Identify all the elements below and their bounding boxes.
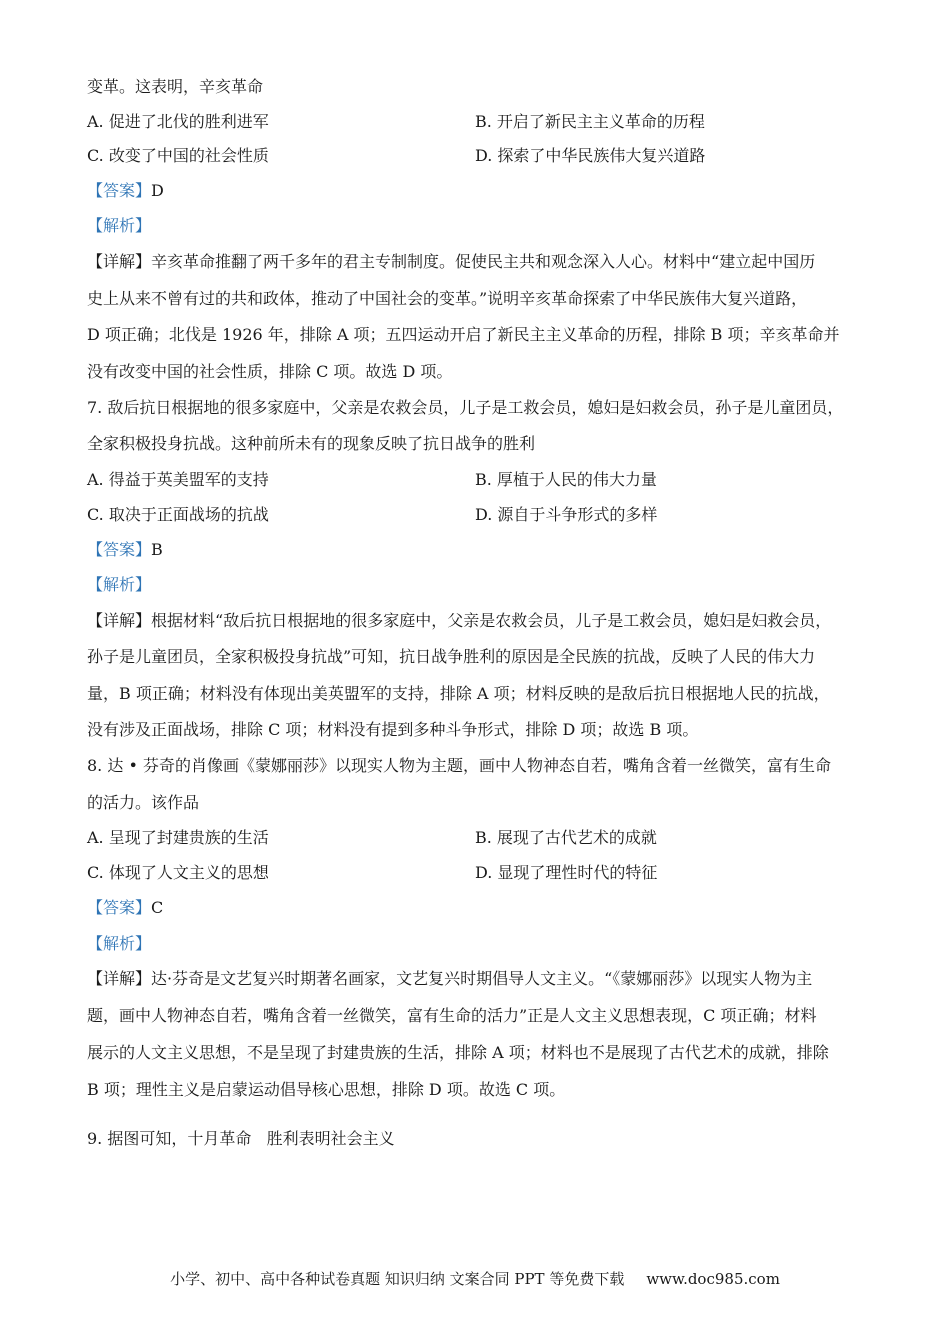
q8-answer <box>87 897 877 919</box>
q8-option-c: C. 体现了人文主义的思想 <box>87 863 269 882</box>
q7-option-c: C. 取决于正面战场的抗战 <box>87 505 269 524</box>
footer-promo-text: 小学、初中、高中各种试卷真题 知识归纳 文案合同 PPT 等免费下载 <box>170 1270 625 1288</box>
detail-tag: 【详解】 <box>87 252 152 271</box>
q8-detail-line: B 项；理性主义是启蒙运动倡导核心思想，排除 D 项。故选 C 项。 <box>87 1080 566 1099</box>
q7-detail-line: 量，B 项正确；材料没有体现出美英盟军的支持，排除 A 项；材料反映的是敌后抗日根据地人民的抗战， <box>87 684 830 703</box>
question-7-stem: 7. 敌后抗日根据地的很多家庭中，父亲是农救会员，儿子是工救会员，媳妇是妇救会员，孙子是儿童团员， <box>87 398 844 417</box>
detail-text: 根据材料“敌后抗日根据地的很多家庭中，父亲是农救会员，儿子是工救会员，媳妇是妇救会员， <box>151 611 832 630</box>
q8-analysis-tag: 【解析】 <box>87 934 152 953</box>
q6-detail-line: D 项正确；北伐是 1926 年，排除 A 项；五四运动开启了新民主主义革命的历程，排除 B 项；辛亥革命并 <box>87 325 840 344</box>
q7-answer <box>87 539 877 561</box>
q6-option-b: B. 开启了新民主主义革命的历程 <box>475 112 705 131</box>
answer-tag: 【答案】 <box>87 898 152 917</box>
question-8-stem: 8. 达 • 芬奇的肖像画《蒙娜丽莎》以现实人物为主题，画中人物神态自若，嘴角含着一丝微笑，富有生命 <box>87 756 831 775</box>
q6-analysis-tag: 【解析】 <box>87 216 152 235</box>
q8-detail-line <box>87 968 877 990</box>
q6-detail-line <box>87 251 877 273</box>
q7-analysis-tag: 【解析】 <box>87 575 152 594</box>
q7-detail-line <box>87 610 877 632</box>
question-8-stem: 的活力。该作品 <box>87 793 200 812</box>
question-6-stem: 变革。这表明，辛亥革命 <box>87 77 264 96</box>
page-footer <box>0 1268 950 1290</box>
q7-option-d: D. 源自于斗争形式的多样 <box>475 505 658 524</box>
footer-website: www.doc985.com <box>646 1270 780 1288</box>
q8-option-d: D. 显现了理性时代的特征 <box>475 863 658 882</box>
detail-tag: 【详解】 <box>87 969 152 988</box>
detail-tag: 【详解】 <box>87 611 152 630</box>
question-9-stem: 9. 据图可知，十月革命 胜利表明社会主义 <box>87 1129 395 1148</box>
detail-text: 辛亥革命推翻了两千多年的君主专制制度。促使民主共和观念深入人心。材料中“建立起中国历 <box>151 252 816 271</box>
answer-value: C <box>151 898 164 917</box>
q7-detail-line: 孙子是儿童团员，全家积极投身抗战”可知，抗日战争胜利的原因是全民族的抗战，反映了人民的伟大力 <box>87 647 816 666</box>
answer-value: B <box>151 540 163 559</box>
q7-detail-line: 没有涉及正面战场，排除 C 项；材料没有提到多种斗争形式，排除 D 项；故选 B 项。 <box>87 720 699 739</box>
q6-option-c: C. 改变了中国的社会性质 <box>87 146 269 165</box>
q8-option-a: A. 呈现了封建贵族的生活 <box>87 828 269 847</box>
detail-text: 达·芬奇是文艺复兴时期著名画家，文艺复兴时期倡导人文主义。“《蒙娜丽莎》以现实人物为主 <box>151 969 813 988</box>
q6-option-d: D. 探索了中华民族伟大复兴道路 <box>475 146 706 165</box>
q6-option-a: A. 促进了北伐的胜利进军 <box>87 112 269 131</box>
answer-value: D <box>151 181 164 200</box>
q7-option-a: A. 得益于英美盟军的支持 <box>87 470 269 489</box>
answer-tag: 【答案】 <box>87 540 152 559</box>
q8-option-b: B. 展现了古代艺术的成就 <box>475 828 657 847</box>
q8-detail-line: 题，画中人物神态自若，嘴角含着一丝微笑，富有生命的活力”正是人文主义思想表现，C 项正确；材料 <box>87 1006 817 1025</box>
answer-tag: 【答案】 <box>87 181 152 200</box>
q7-option-b: B. 厚植于人民的伟大力量 <box>475 470 657 489</box>
q6-answer <box>87 180 877 202</box>
q8-detail-line: 展示的人文主义思想，不是呈现了封建贵族的生活，排除 A 项；材料也不是展现了古代艺术的成就，排除 <box>87 1043 829 1062</box>
q6-detail-line: 没有改变中国的社会性质，排除 C 项。故选 D 项。 <box>87 362 453 381</box>
q6-detail-line: 史上从来不曾有过的共和政体，推动了中国社会的变革。”说明辛亥革命探索了中华民族伟大复兴道路， <box>87 289 808 308</box>
question-7-stem: 全家积极投身抗战。这种前所未有的现象反映了抗日战争的胜利 <box>87 434 536 453</box>
